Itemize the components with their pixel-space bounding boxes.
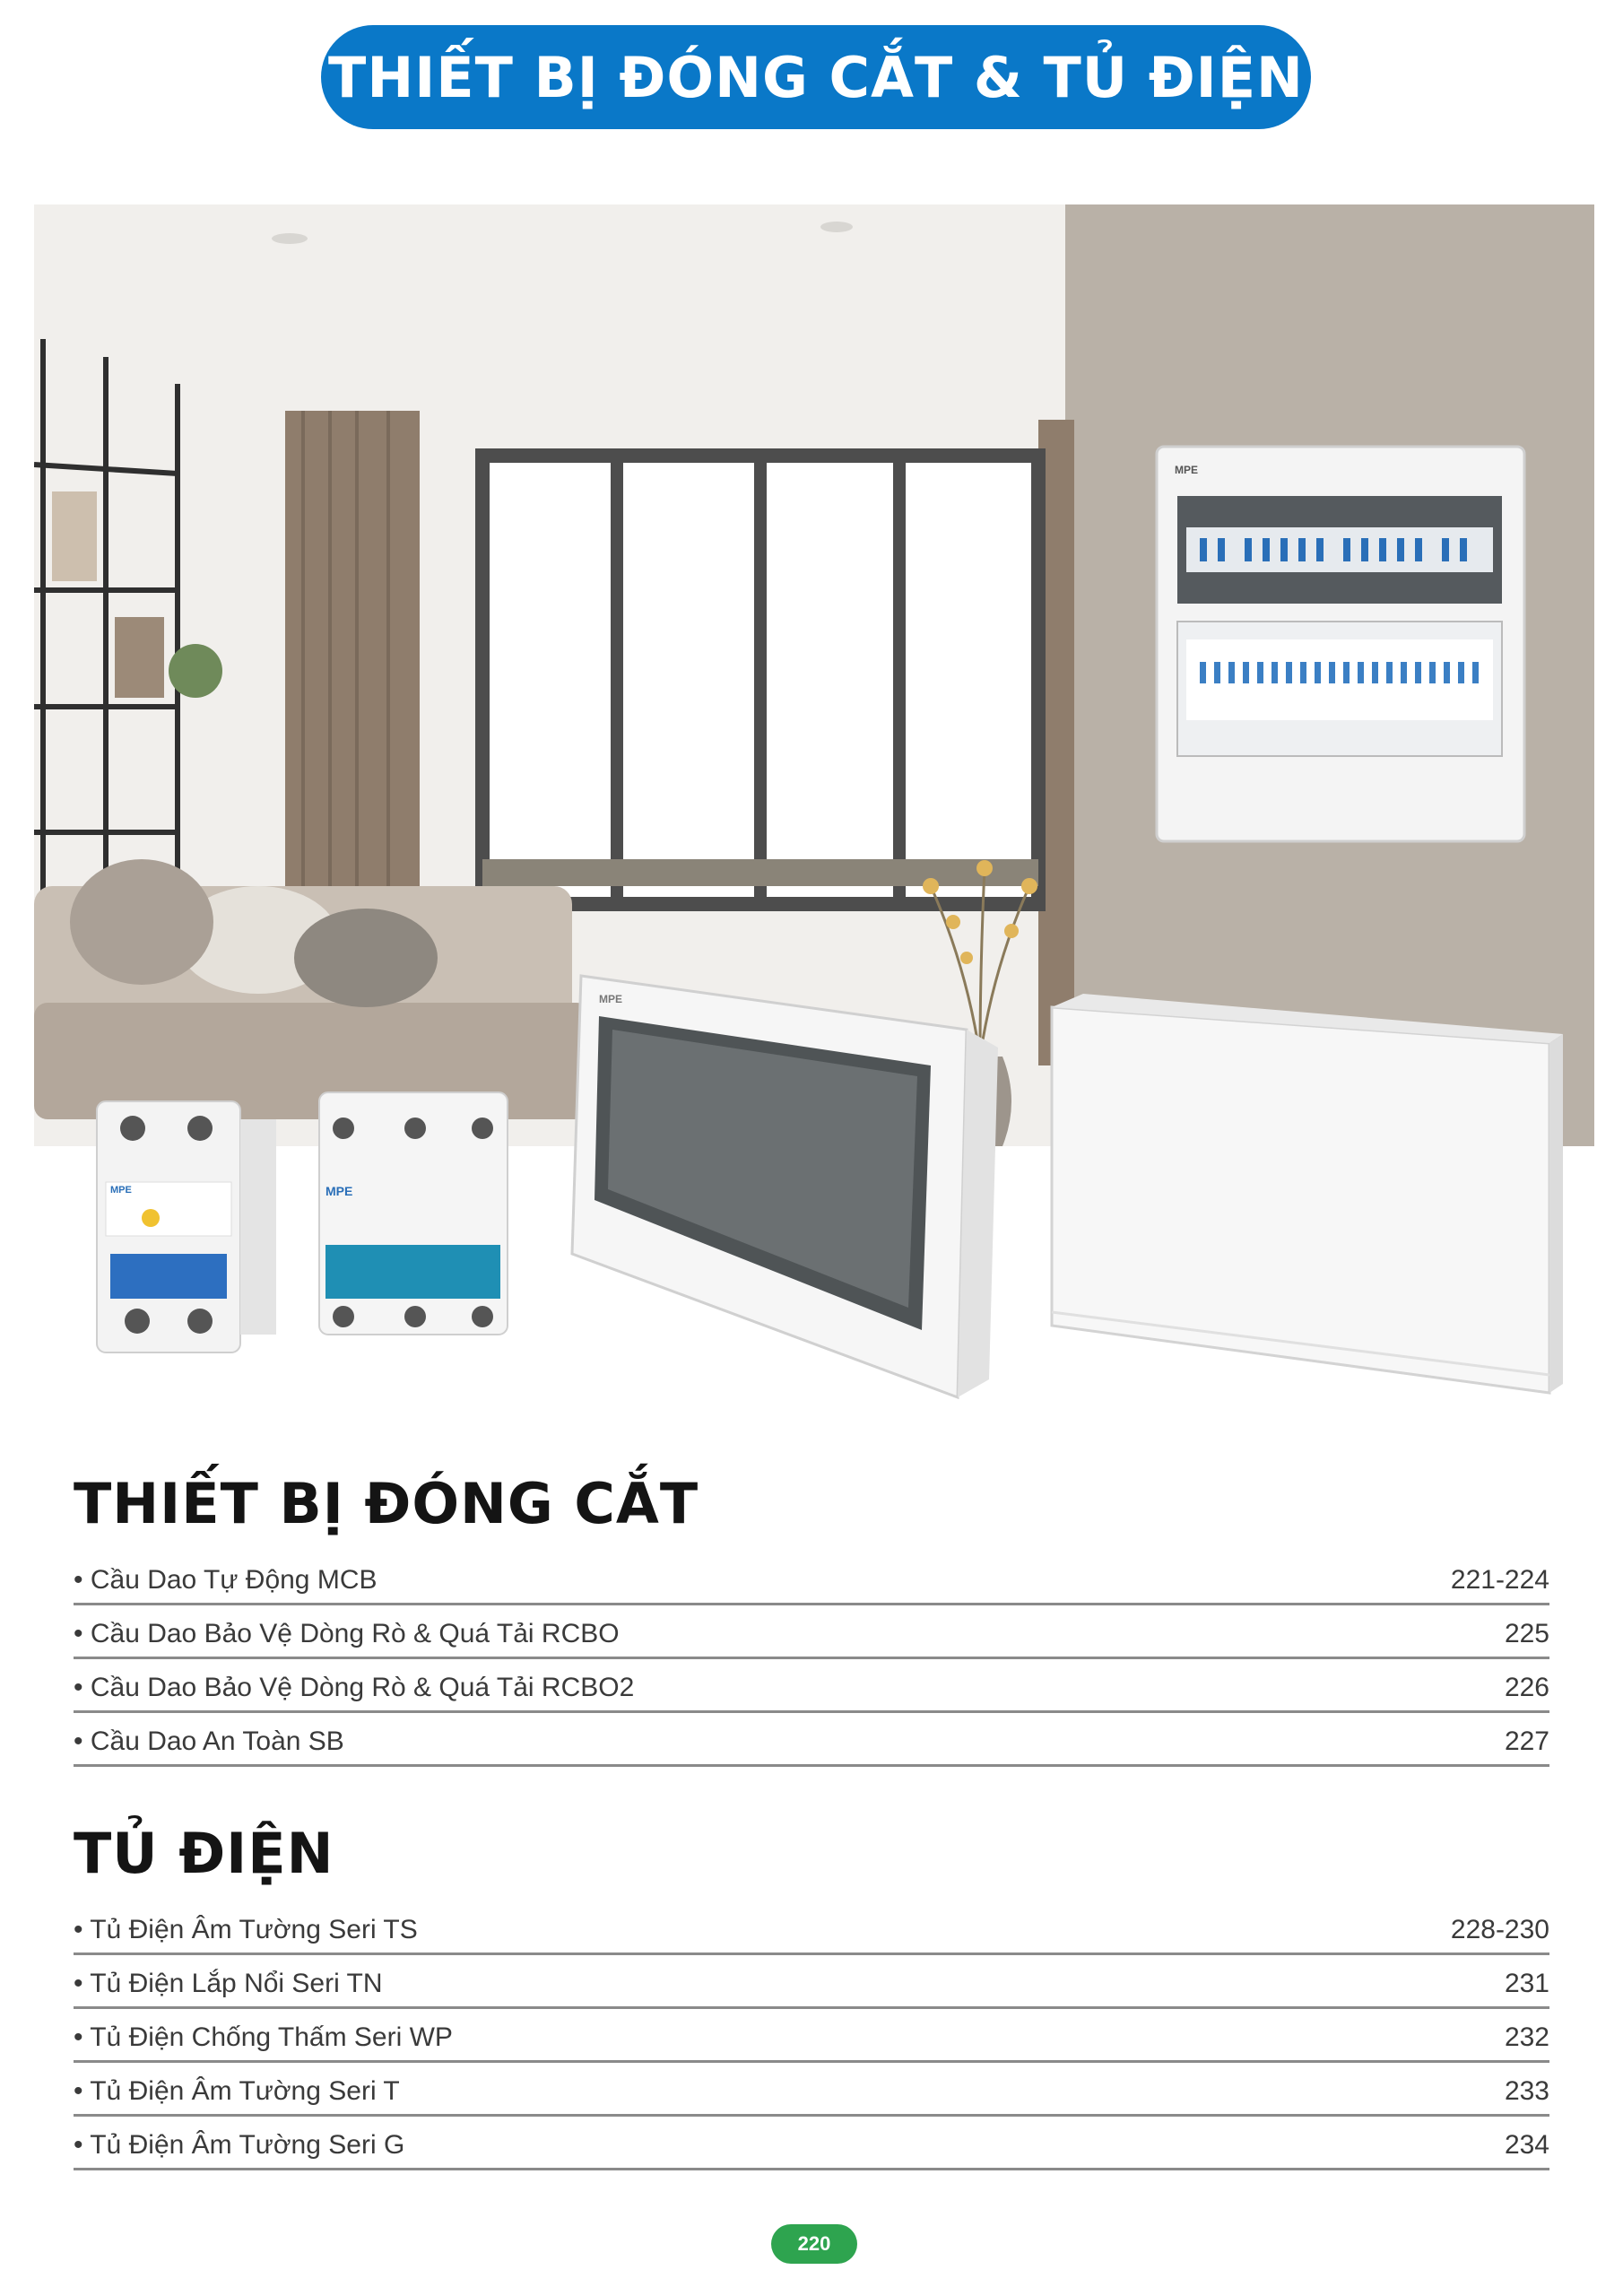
toc-item-label: • Tủ Điện Chống Thấm Seri WP (74, 2022, 453, 2052)
plant (169, 644, 222, 698)
brand-mark: MPE (1175, 464, 1199, 476)
window (482, 456, 1038, 904)
toc-cabinets (74, 1901, 1549, 2170)
mcb-3p-device (319, 1092, 508, 1335)
toc-item-label: • Tủ Điện Âm Tường Seri G (74, 2130, 405, 2160)
brand-mark: MPE (110, 1185, 132, 1196)
surface-mount-enclosure (1052, 994, 1563, 1393)
toc-row[interactable] (74, 1955, 1549, 2009)
toc-item-pages: 234 (1504, 2130, 1549, 2160)
ceiling-light (272, 233, 308, 244)
toc-item-pages: 233 (1504, 2076, 1549, 2106)
distribution-board-large (1157, 447, 1524, 841)
toc-row[interactable] (74, 1659, 1549, 1713)
toc-item-label: • Cầu Dao Bảo Vệ Dòng Rò & Quá Tải RCBO (74, 1619, 620, 1648)
shelf-decor (52, 491, 97, 581)
hero-image (34, 204, 1594, 1415)
toc-row[interactable] (74, 1713, 1549, 1767)
sofa (34, 859, 590, 1119)
page-number-badge (771, 2224, 857, 2264)
toc-item-label: • Tủ Điện Lắp Nổi Seri TN (74, 1969, 383, 1998)
toc-item-pages: 232 (1504, 2022, 1549, 2052)
toc-row[interactable] (74, 1552, 1549, 1605)
toc-row[interactable] (74, 1605, 1549, 1659)
shelf-decor (115, 617, 164, 698)
toc-item-pages: 226 (1504, 1673, 1549, 1702)
toc-row[interactable] (74, 2009, 1549, 2063)
toc-item-label: • Tủ Điện Âm Tường Seri T (74, 2076, 400, 2106)
section-title-switchgear: THIẾT BỊ ĐÓNG CẮT (74, 1471, 699, 1536)
rcbo-device (97, 1101, 276, 1352)
page-title-banner (321, 25, 1311, 129)
page-title: THIẾT BỊ ĐÓNG CẮT & TỦ ĐIỆN (328, 44, 1304, 110)
brand-mark: MPE (325, 1184, 353, 1198)
page-number: 220 (797, 2232, 831, 2255)
toc-item-label: • Cầu Dao Tự Động MCB (74, 1565, 378, 1595)
toc-item-pages: 227 (1504, 1726, 1549, 1756)
brand-mark: MPE (599, 993, 623, 1005)
toc-row[interactable] (74, 1901, 1549, 1955)
toc-item-label: • Cầu Dao An Toàn SB (74, 1726, 344, 1756)
section-title-cabinets: TỦ ĐIỆN (74, 1821, 334, 1886)
toc-item-pages: 225 (1504, 1619, 1549, 1648)
toc-item-pages: 221-224 (1450, 1565, 1549, 1595)
toc-item-pages: 228-230 (1450, 1915, 1549, 1944)
toc-item-label: • Tủ Điện Âm Tường Seri TS (74, 1915, 418, 1944)
ceiling-light (820, 222, 853, 232)
toc-switchgear (74, 1552, 1549, 1767)
toc-item-label: • Cầu Dao Bảo Vệ Dòng Rò & Quá Tải RCBO2 (74, 1673, 635, 1702)
toc-row[interactable] (74, 2117, 1549, 2170)
toc-row[interactable] (74, 2063, 1549, 2117)
toc-item-pages: 231 (1504, 1969, 1549, 1998)
